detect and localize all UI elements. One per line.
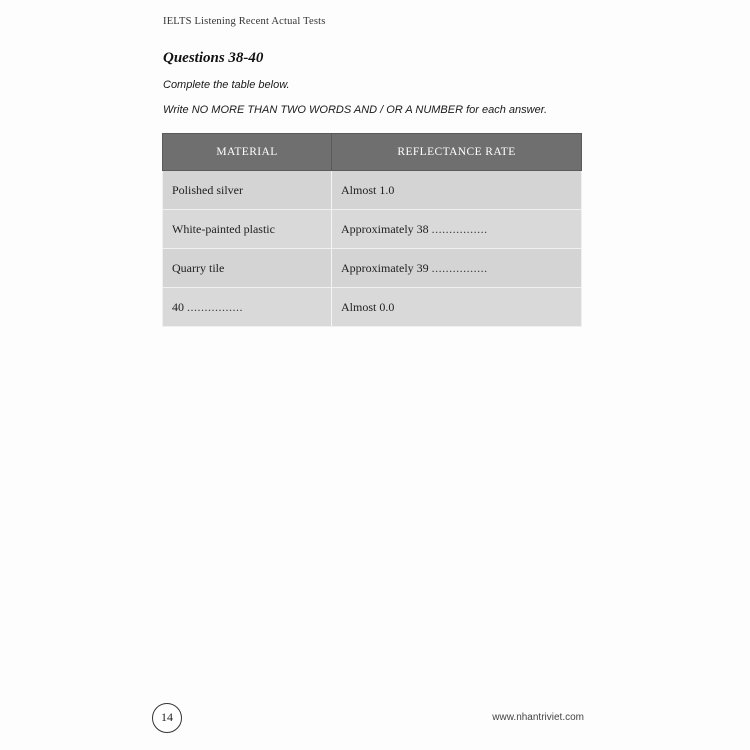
rate-text: Approximately 38 (341, 221, 429, 236)
table-row (163, 288, 582, 327)
answer-blank-40[interactable]: ................ (187, 299, 243, 314)
instruction-word-limit: Write NO MORE THAN TWO WORDS AND / OR A NUMBER for each answer. (163, 104, 548, 116)
material-cell (163, 249, 332, 288)
rate-text: Almost 0.0 (341, 299, 395, 314)
questions-title: Questions 38-40 (163, 50, 264, 66)
page-number-badge (152, 703, 182, 733)
table-row (163, 249, 582, 288)
running-header: IELTS Listening Recent Actual Tests (163, 16, 326, 27)
rate-cell (332, 171, 582, 210)
answer-blank-39[interactable]: ................ (431, 260, 488, 275)
material-text: Polished silver (172, 182, 243, 197)
column-header-reflectance-rate: REFLECTANCE RATE (332, 134, 582, 171)
publisher-website: www.nhantriviet.com (492, 712, 584, 723)
column-header-material: MATERIAL (163, 134, 332, 171)
table-header-row (163, 134, 582, 171)
instruction-complete-table: Complete the table below. (163, 79, 290, 91)
table-row (163, 171, 582, 210)
material-text: Quarry tile (172, 260, 225, 275)
material-cell (163, 210, 332, 249)
answer-blank-38[interactable]: ................ (431, 221, 488, 236)
material-cell (163, 171, 332, 210)
reflectance-table (162, 133, 582, 327)
material-text: 40 (172, 299, 184, 314)
page-number: 14 (161, 710, 173, 724)
table-row (163, 210, 582, 249)
material-text: White-painted plastic (172, 221, 275, 236)
material-cell (163, 288, 332, 327)
rate-cell (332, 288, 582, 327)
rate-cell (332, 249, 582, 288)
rate-cell (332, 210, 582, 249)
rate-text: Approximately 39 (341, 260, 429, 275)
rate-text: Almost 1.0 (341, 182, 395, 197)
